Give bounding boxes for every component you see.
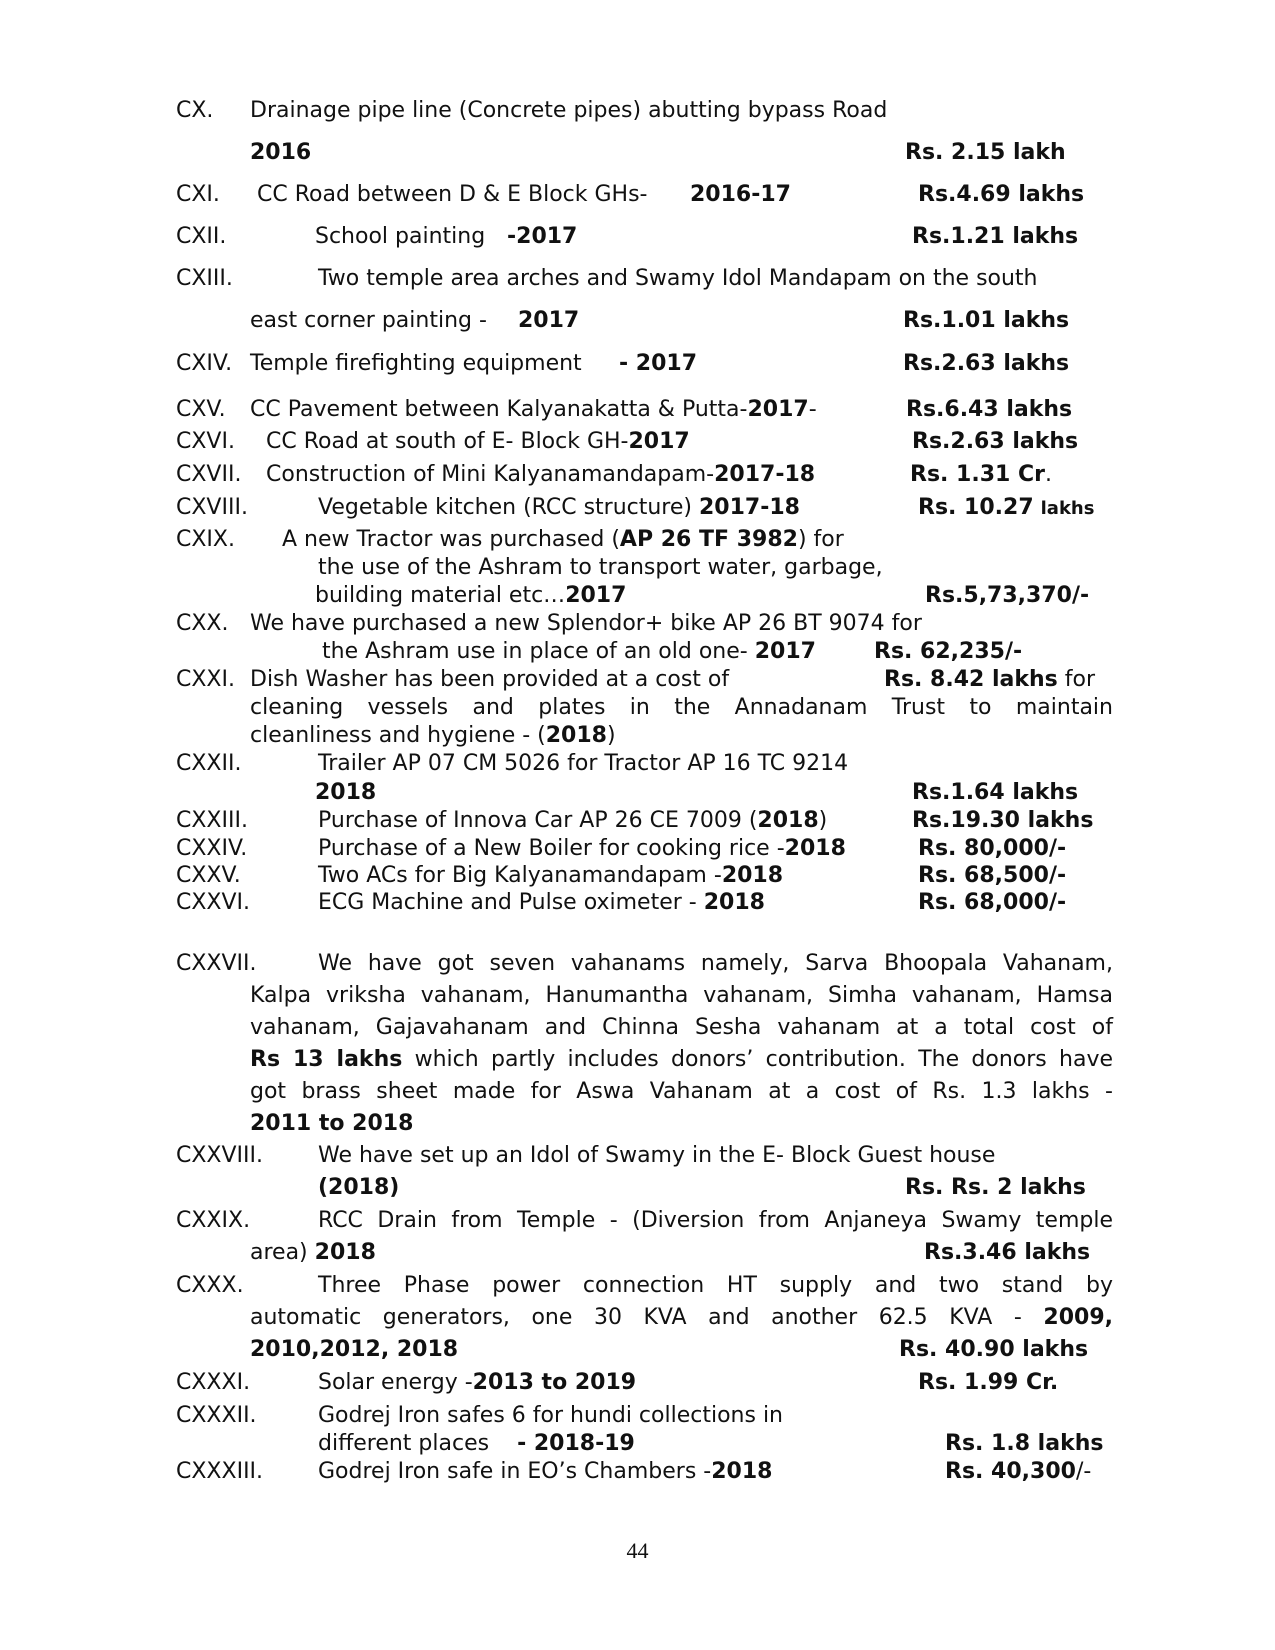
item-text-continued: vahanam, Gajavahanam and Chinna Sesha vahanam at a total cost of: [250, 1015, 1113, 1040]
item-number: CXII.: [176, 224, 227, 249]
item-year: -2017: [507, 224, 578, 249]
item-text: School painting: [315, 224, 486, 249]
item-number: CXXXIII.: [176, 1459, 264, 1484]
item-text: Dish Washer has been provided at a cost of: [250, 667, 730, 692]
item-text-continued: east corner painting -: [250, 308, 487, 333]
item-text: A new Tractor was purchased (AP 26 TF 3982) for: [282, 527, 844, 552]
item-year: 2010,2012, 2018: [250, 1337, 459, 1362]
item-text-continued: the use of the Ashram to transport water, garbage,: [318, 555, 883, 580]
item-text: We have purchased a new Splendor+ bike AP 26 BT 9074 for: [250, 611, 922, 636]
item-text: We have got seven vahanams namely, Sarva Bhoopala Vahanam,: [318, 951, 1113, 976]
item-year: 2018: [315, 780, 377, 805]
item-text-continued: area) 2018: [250, 1240, 376, 1265]
item-number: CXXV.: [176, 863, 241, 888]
item-amount: Rs.6.43 lakhs: [906, 397, 1073, 422]
item-number: CXX.: [176, 611, 229, 636]
item-text-continued: the Ashram use in place of an old one- 2017: [322, 639, 816, 664]
item-amount: Rs. 2.15 lakh: [905, 140, 1066, 165]
item-text: Drainage pipe line (Concrete pipes) abutting bypass Road: [250, 98, 888, 123]
item-number: CXIV.: [176, 351, 233, 376]
item-number: CXV.: [176, 397, 226, 422]
item-year: 2016-17: [690, 182, 791, 207]
item-number: CXIX.: [176, 527, 235, 552]
item-amount: Rs. 80,000/-: [918, 836, 1067, 861]
item-amount: Rs.1.21 lakhs: [912, 224, 1079, 249]
item-number: CX.: [176, 98, 214, 123]
item-amount: Rs.1.01 lakhs: [903, 308, 1070, 333]
item-number: CXXVII.: [176, 951, 257, 976]
item-text-continued: building material etc…2017: [315, 583, 627, 608]
item-amount: Rs. 8.42 lakhs for: [884, 667, 1096, 692]
item-amount: Rs.19.30 lakhs: [912, 808, 1094, 833]
item-text: Godrej Iron safes 6 for hundi collections in: [318, 1403, 783, 1428]
item-text-continued: Kalpa vriksha vahanam, Hanumantha vahanam, Simha vahanam, Hamsa: [250, 983, 1113, 1008]
item-text: Construction of Mini Kalyanamandapam-2017-18: [266, 462, 816, 487]
item-number: CXXI.: [176, 667, 235, 692]
item-amount: Rs. 40,300/-: [945, 1459, 1092, 1484]
item-amount: Rs.1.64 lakhs: [912, 780, 1079, 805]
item-text: Vegetable kitchen (RCC structure) 2017-18: [318, 495, 800, 520]
item-number: CXXIV.: [176, 836, 248, 861]
item-amount: Rs. 40.90 lakhs: [899, 1337, 1089, 1362]
item-number: CXXX.: [176, 1273, 244, 1298]
item-year: 2017: [518, 308, 580, 333]
item-amount: Rs.2.63 lakhs: [903, 351, 1070, 376]
item-number: CXIII.: [176, 266, 233, 291]
item-amount: Rs. 10.27 lakhs: [918, 495, 1095, 520]
item-number: CXXXII.: [176, 1403, 257, 1428]
item-amount: Rs. Rs. 2 lakhs: [905, 1175, 1086, 1200]
item-text-continued: automatic generators, one 30 KVA and another 62.5 KVA - 2009,: [250, 1305, 1113, 1330]
item-year: - 2017: [619, 351, 698, 376]
item-amount: Rs. 62,235/-: [874, 639, 1023, 664]
item-text-continued: cleaning vessels and plates in the Annadanam Trust to maintain: [250, 695, 1113, 720]
item-amount: Rs. 68,500/-: [918, 863, 1067, 888]
item-text: Godrej Iron safe in EO’s Chambers -2018: [318, 1459, 773, 1484]
item-text: CC Road at south of E- Block GH-2017: [266, 429, 690, 454]
item-text: CC Pavement between Kalyanakatta & Putta-2017-: [250, 397, 817, 422]
item-number: CXXVI.: [176, 890, 251, 915]
item-text: We have set up an Idol of Swamy in the E- Block Guest house: [318, 1143, 996, 1168]
item-text: Trailer AP 07 CM 5026 for Tractor AP 16 TC 9214: [318, 751, 849, 776]
item-text-continued: cleanliness and hygiene - (2018): [250, 723, 616, 748]
item-text: Two temple area arches and Swamy Idol Mandapam on the south: [318, 266, 1038, 291]
item-amount: Rs.5,73,370/-: [925, 583, 1090, 608]
item-text: Temple firefighting equipment: [250, 351, 582, 376]
item-amount: Rs. 1.8 lakhs: [945, 1431, 1104, 1456]
item-text: ECG Machine and Pulse oximeter - 2018: [318, 890, 765, 915]
item-amount: Rs. 1.31 Cr.: [910, 462, 1052, 487]
item-amount: Rs.3.46 lakhs: [924, 1240, 1091, 1265]
item-number: CXVII.: [176, 462, 242, 487]
item-amount: Rs.2.63 lakhs: [912, 429, 1079, 454]
item-amount: Rs. 1.99 Cr.: [918, 1370, 1059, 1395]
item-text: CC Road between D & E Block GHs-: [257, 182, 648, 207]
item-number: CXXII.: [176, 751, 242, 776]
item-number: CXI.: [176, 182, 220, 207]
item-year: (2018): [318, 1175, 400, 1200]
item-text: Three Phase power connection HT supply and two stand by: [318, 1273, 1113, 1298]
item-number: CXVIII.: [176, 495, 248, 520]
item-number: CXXXI.: [176, 1370, 251, 1395]
item-year: 2011 to 2018: [250, 1111, 414, 1136]
page-number: 44: [626, 1538, 649, 1563]
item-text: Purchase of a New Boiler for cooking rice -2018: [318, 836, 846, 861]
item-text-continued: Rs 13 lakhs which partly includes donors’ contribution. The donors have: [250, 1047, 1114, 1072]
item-text: Purchase of Innova Car AP 26 CE 7009 (2018): [318, 808, 828, 833]
item-number: CXXVIII.: [176, 1143, 264, 1168]
item-text: RCC Drain from Temple - (Diversion from Anjaneya Swamy temple: [318, 1208, 1113, 1233]
item-text: Solar energy -2013 to 2019: [318, 1370, 637, 1395]
item-text: Two ACs for Big Kalyanamandapam -2018: [318, 863, 784, 888]
item-text-continued: different places - 2018-19: [318, 1431, 635, 1456]
item-year: 2016: [250, 140, 312, 165]
item-number: CXXIX.: [176, 1208, 251, 1233]
item-amount: Rs. 68,000/-: [918, 890, 1067, 915]
item-text-continued: got brass sheet made for Aswa Vahanam at a cost of Rs. 1.3 lakhs -: [250, 1079, 1113, 1104]
item-amount: Rs.4.69 lakhs: [918, 182, 1085, 207]
item-number: CXVI.: [176, 429, 235, 454]
item-number: CXXIII.: [176, 808, 248, 833]
